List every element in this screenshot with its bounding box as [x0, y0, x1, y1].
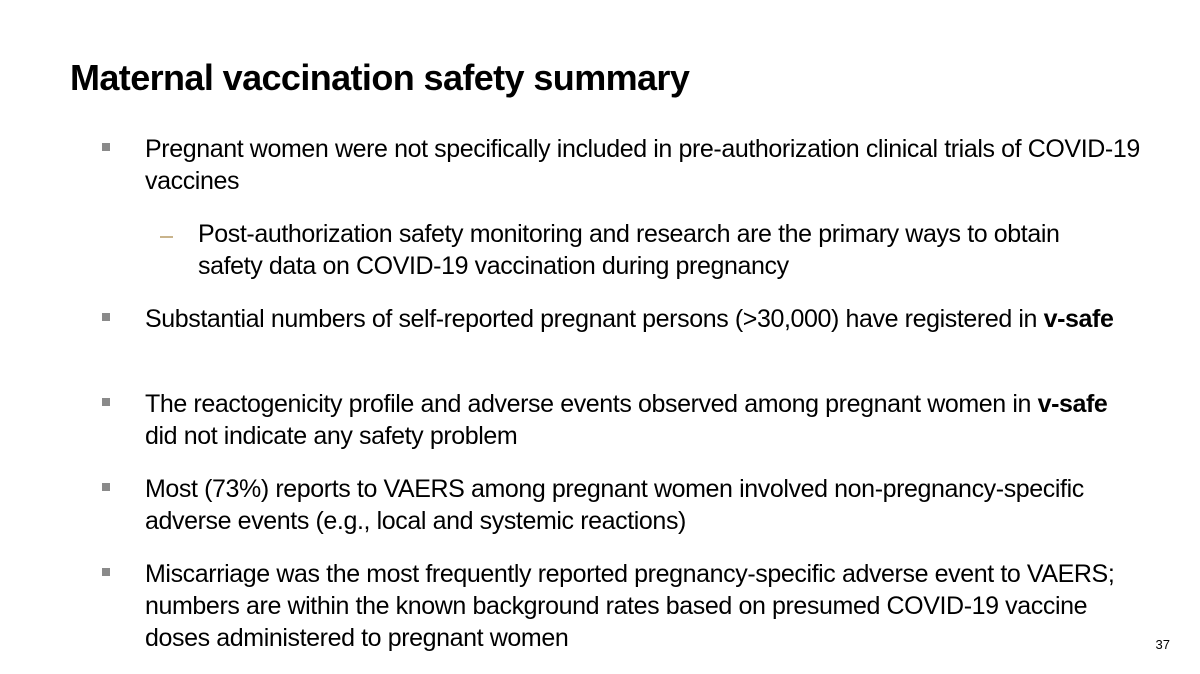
bullet-text-segment: Substantial numbers of self-reported pregnant persons (>30,000) have registered in	[145, 305, 1044, 333]
square-bullet-icon	[102, 143, 110, 151]
bullet-item	[145, 473, 1130, 537]
square-bullet-icon	[102, 483, 110, 491]
square-bullet-icon	[102, 568, 110, 576]
square-bullet-icon	[102, 313, 110, 321]
bullet-item	[145, 558, 1130, 654]
bullet-text: Miscarriage was the most frequently reported pregnancy-specific adverse event to VAERS; numbers are within the known background rates based on presumed COVID-19 vaccine doses administered to pregnant women	[145, 560, 1115, 652]
bullet-text-segment: did not indicate any safety problem	[145, 422, 518, 450]
bullet-text	[145, 305, 1113, 333]
bullet-item	[145, 303, 1155, 335]
sub-bullet-text: Post-authorization safety monitoring and research are the primary ways to obtain safety data on COVID-19 vaccination during pregnancy	[198, 220, 1060, 280]
bullet-text: Most (73%) reports to VAERS among pregnant women involved non-pregnancy-specific adverse events (e.g., local and systemic reactions)	[145, 475, 1084, 535]
square-bullet-icon	[102, 398, 110, 406]
slide-title: Maternal vaccination safety summary	[70, 57, 690, 98]
bullet-text-bold: v-safe	[1037, 390, 1108, 418]
sub-bullet-item	[198, 218, 1123, 282]
bullet-item	[145, 388, 1145, 452]
bullet-text-segment: The reactogenicity profile and adverse events observed among pregnant women in	[145, 390, 1038, 418]
page-number: 37	[1155, 637, 1170, 652]
bullet-text-bold: v-safe	[1043, 305, 1114, 333]
bullet-text	[145, 390, 1107, 450]
bullet-item	[145, 133, 1145, 197]
bullet-text: Pregnant women were not specifically included in pre-authorization clinical trials of COVID-19 vaccines	[145, 135, 1140, 195]
dash-bullet-icon	[160, 236, 173, 238]
